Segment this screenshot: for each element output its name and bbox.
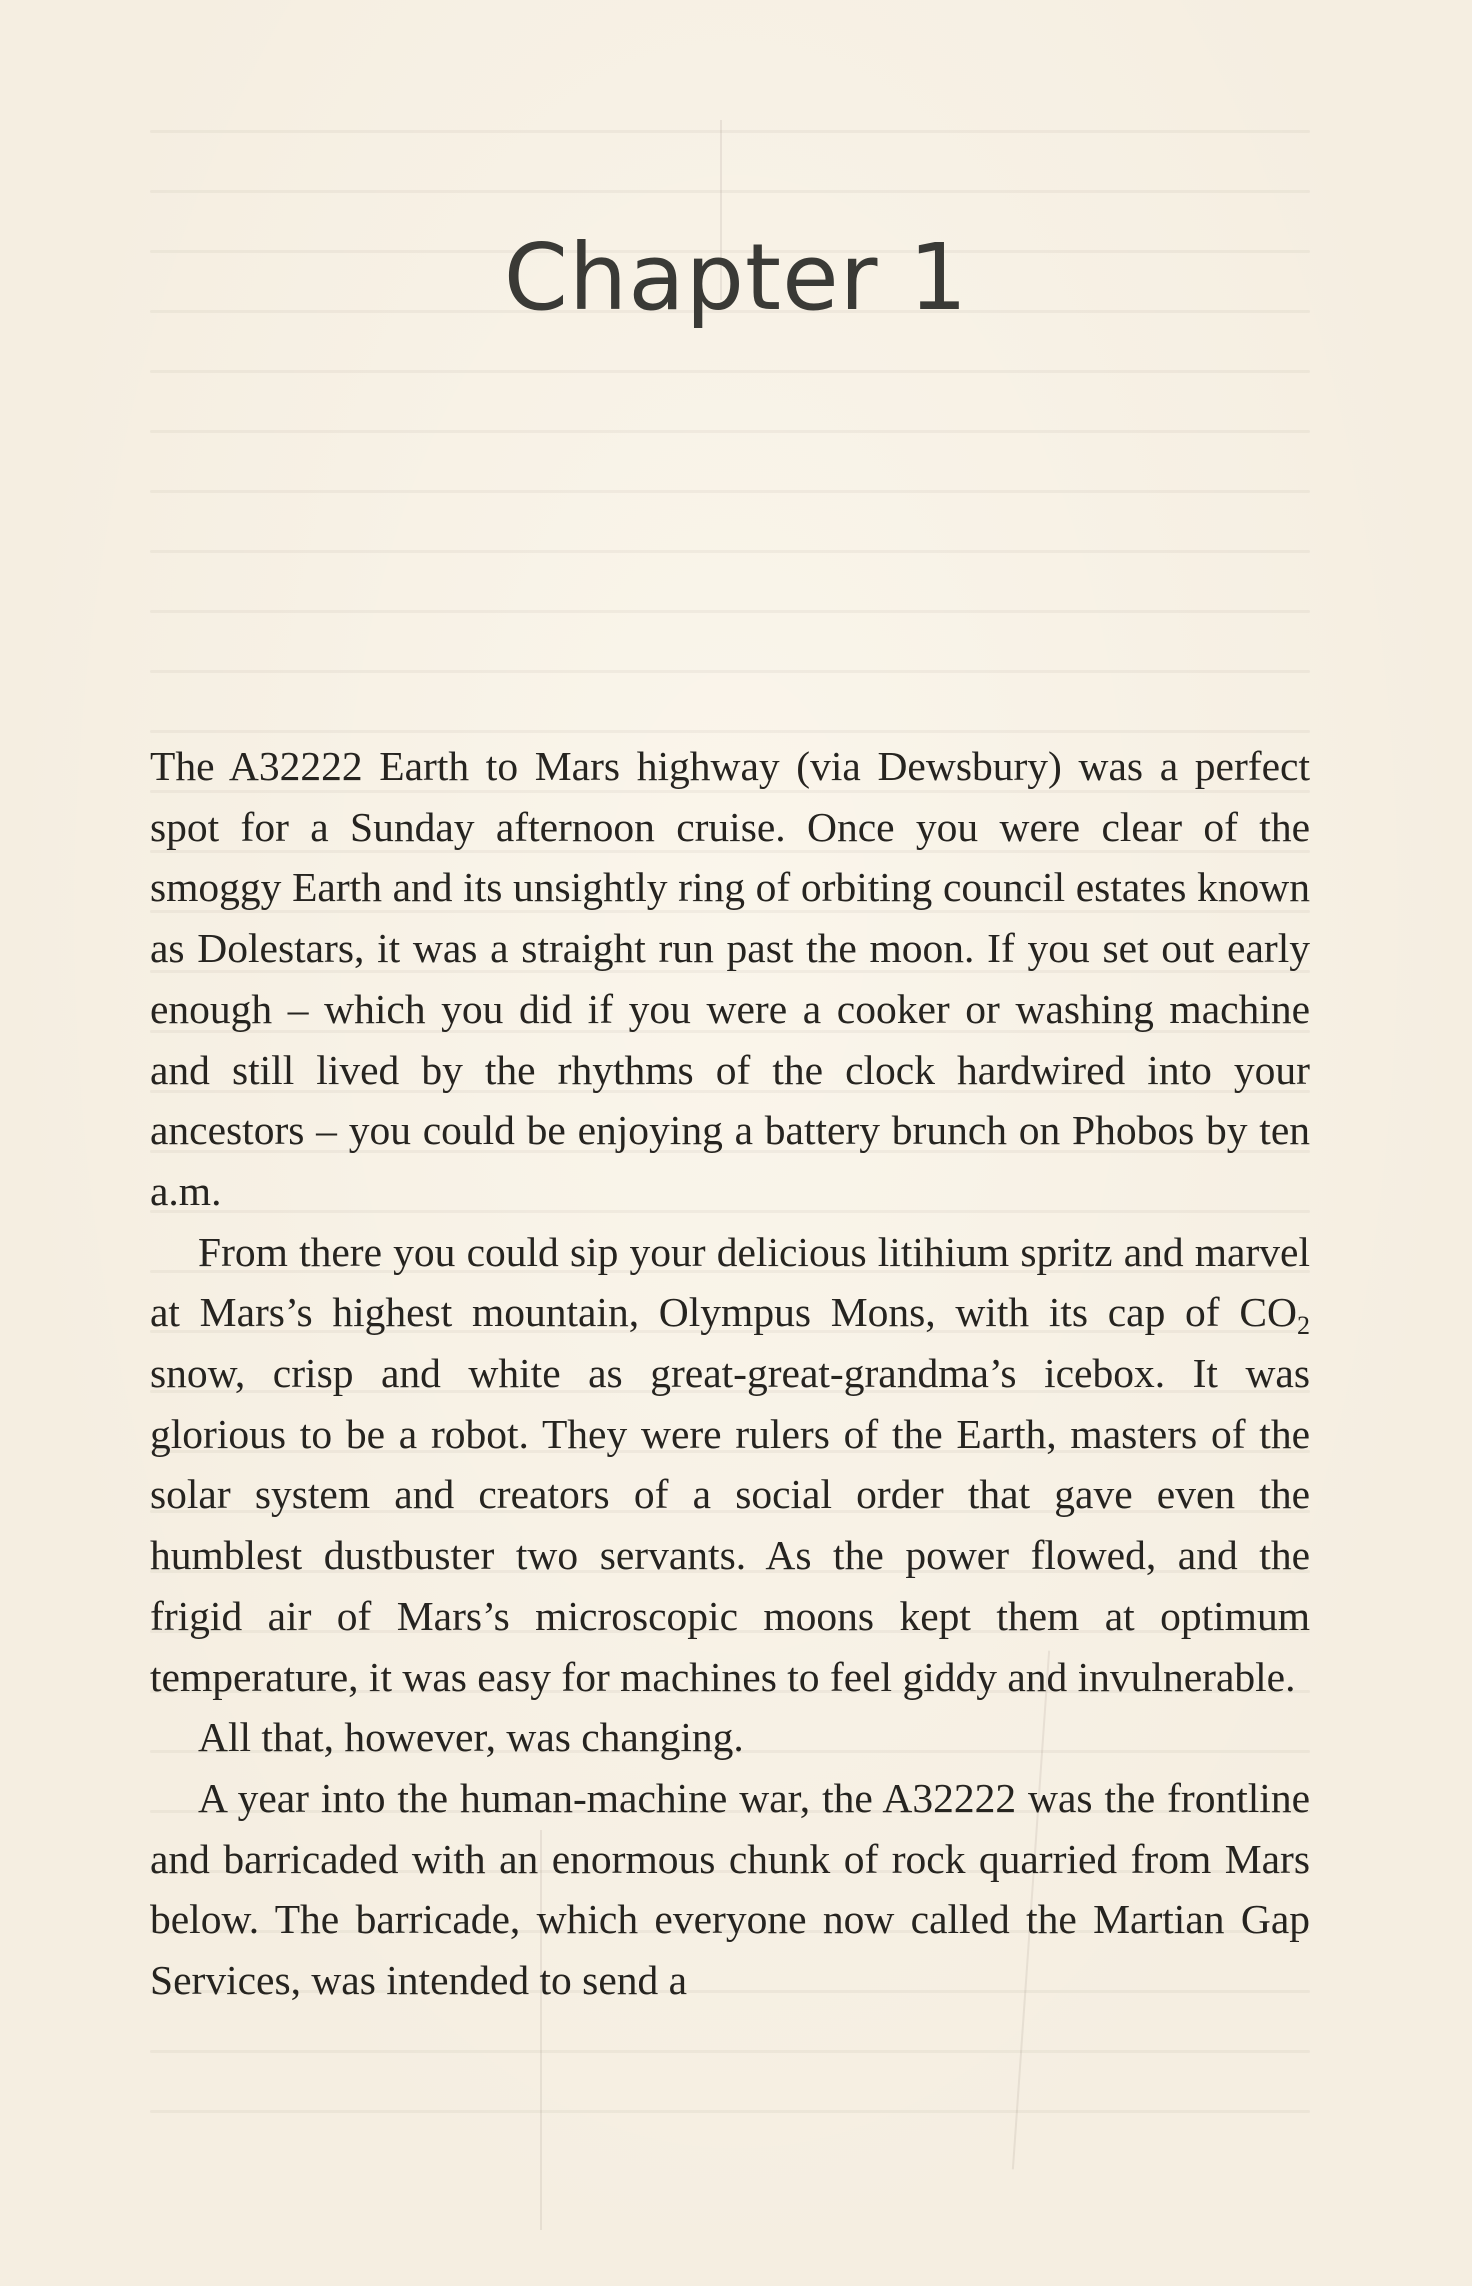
chapter-title: Chapter 1 xyxy=(503,224,969,331)
chapter-body xyxy=(150,736,1310,2011)
paragraph-4: A year into the human-machine war, the A32222 was the frontline and barricaded with an enormous chunk of rock quarried from Mars below. The barricade, which everyone now called the Martian Gap Services, was intended to send a xyxy=(150,1774,1310,2004)
co2-subscript: 2 xyxy=(1297,1311,1310,1341)
paragraph-2-text-a: From there you could sip your delicious litihium spritz and marvel at Mars’s highest mountain, Olympus Mons, with its cap of CO xyxy=(150,1228,1310,1336)
paragraph-3: All that, however, was changing. xyxy=(198,1714,744,1761)
paragraph-1: The A32222 Earth to Mars highway (via Dewsbury) was a perfect spot for a Sunday afternoon cruise. Once you were clear of the smoggy Earth and its unsightly ring of orbiting council estates known as Dolestars, it was a straight run past the moon. If you set out early enough – which you did if you were a cooker or washing machine and still lived by the rhythms of the clock hardwired into your ancestors – you could be enjoying a battery brunch on Phobos by ten a.m. xyxy=(150,743,1310,1214)
paragraph-2 xyxy=(150,1222,1310,1708)
paragraph-2-text-b: snow, crisp and white as great-great-grandma’s icebox. It was glorious to be a robot. They were rulers of the Earth, masters of the solar system and creators of a social order that gave even the humblest dustbuster two servants. As the power flowed, and the frigid air of Mars’s microscopic moons kept them at optimum temperature, it was easy for machines to feel giddy and invulnerable. xyxy=(150,1350,1310,1700)
